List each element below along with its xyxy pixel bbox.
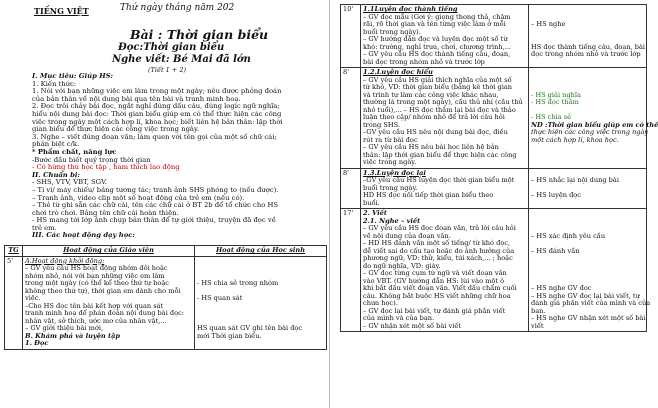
text-line: chơi trò chơi. Bảng tên chữ cái hoàn thiện.	[32, 208, 179, 217]
text-line: - HS chia sẻ	[531, 113, 572, 121]
teacher-cell	[361, 209, 529, 332]
writing-title: Nghe viết: Bé Mai đã lớn	[112, 54, 251, 65]
text-line: – HS đánh vần	[531, 246, 580, 255]
text-line	[531, 77, 644, 85]
reading-title: Đọc:Thời gian biểu	[118, 42, 225, 53]
lesson-title: Bài : Thời gian biểu	[130, 27, 269, 42]
text-line: gian biểu để thực hiện các công việc trong ngày.	[32, 125, 200, 134]
text-line: 1.2.Luyện đọc hiểu	[363, 68, 433, 76]
teacher-cell	[361, 68, 529, 169]
text-line: dễ viết sai do cấu tạo hoặc do ảnh hưởng của	[363, 246, 515, 255]
student-cell	[195, 256, 327, 349]
time-cell: 8'	[341, 68, 361, 169]
activity-table-left	[4, 245, 327, 350]
text-line: – HS nhắc lại nội dung bài	[531, 176, 619, 184]
text-line	[531, 263, 644, 271]
text-line: một cách hợp lí, khoa học.	[531, 135, 619, 144]
table-row	[5, 256, 327, 349]
text-line: - HS giải nghĩa	[531, 90, 581, 99]
text-line: phân biệt c/k.	[32, 140, 80, 149]
text-line: nhóm nhỏ, nói với bạn những việc em làm	[25, 271, 165, 280]
text-line: luận theo cặp/ nhóm nhỏ để trả lời câu hỏi	[363, 113, 505, 121]
text-line	[531, 218, 644, 226]
text-line: – GV đọc từng cụm từ ngữ và viết đoạn văn	[363, 269, 507, 277]
teacher-cell	[361, 5, 529, 68]
text-line: viết	[531, 321, 544, 330]
text-line: - SHS, VTV, VBT, SGV.	[32, 178, 107, 187]
text-line: từ khó, VD: thời gian biểu (bảng kê thời gian	[363, 83, 513, 91]
text-line: rút ra từ bài đọc	[363, 135, 418, 144]
text-line: – HS luyện đọc	[531, 191, 581, 199]
date-line: Thứ ngày tháng năm 202	[120, 3, 235, 13]
text-line: nhân vật, sở thích, ước mơ của nhân vật,...	[25, 316, 167, 325]
student-cell	[529, 68, 658, 169]
text-line: – HS nghe GV đọc lại bài viết, tự	[531, 291, 640, 300]
student-cell	[529, 168, 647, 209]
table-header-row	[5, 246, 327, 257]
text-line	[197, 258, 324, 266]
text-line	[531, 69, 644, 77]
header-teacher: Hoạt động của Giáo viên	[23, 246, 195, 257]
text-line: - Có hứng thú học tập , ham thích lao động	[32, 163, 180, 172]
text-line: buổi trong ngày).	[363, 27, 421, 36]
text-line: trong SHS.	[363, 120, 400, 129]
text-line: - HS đọc thầm	[531, 98, 579, 106]
text-line: III. Các hoạt động dạy học:	[32, 231, 135, 240]
text-line: – HS nghe	[531, 20, 566, 28]
text-line: thân: lập thời gian biểu để thực hiện các công	[363, 150, 517, 159]
text-line: – HS nghe GV nhận xét một số bài	[531, 314, 646, 322]
time-cell: 17'	[341, 209, 361, 332]
text-line: bài đọc trong nhóm nhỏ và trước lớp	[363, 57, 485, 66]
activity-table-right	[340, 4, 658, 332]
text-line: – GV yêu cầu HS nêu bài học liên hệ bản	[363, 143, 499, 151]
text-line: thực hiện các công việc trong ngày	[531, 128, 649, 136]
text-line: -Bước đầu biết quý trọng thời gian	[32, 155, 151, 164]
text-line: ND :Thời gian biểu giúp em có thể	[531, 120, 658, 129]
text-line: - HS mang tới lớp ảnh chụp bản thân để tự giới thiệu, truyện đã đọc về	[32, 216, 276, 225]
teacher-cell	[361, 168, 529, 209]
time-cell: 8'	[341, 168, 361, 209]
text-line: 1.3.Luyện đọc lại	[363, 168, 426, 177]
text-line: và trình tự làm các công việc khác nhau,	[363, 90, 499, 99]
table-row	[341, 209, 647, 332]
periods-label: (Tiết 1 + 2)	[148, 66, 187, 74]
text-line: chưa học).	[363, 299, 398, 307]
text-line: – GV yêu cầu HS hoạt động nhóm đôi hoặc	[25, 264, 168, 272]
text-line: đọc trong nhóm nhỏ và trước lớp	[531, 50, 641, 58]
text-line: do ngữ nghĩa, VD: giày.	[363, 261, 441, 270]
text-line: nhỏ tuổi),... – HS đọc thầm lại bài đọc và thảo	[363, 105, 516, 114]
text-line: khó: trường, nghỉ trưa, chơi, chương trình,...	[363, 42, 512, 51]
text-line: câu. Không bắt buộc HS viết những chữ hoa	[363, 291, 511, 300]
text-line: HS đọc thành tiếng câu, đoạn, bài	[531, 42, 646, 51]
text-line: II. Chuẩn bị:	[32, 170, 80, 179]
text-line: A.Hoạt động khởi động:	[25, 256, 105, 265]
time-cell: 10'	[341, 5, 361, 68]
text-line	[197, 303, 324, 311]
text-line: –Cho HS đọc tên bài kết hợp với quan sát	[25, 301, 164, 310]
text-line	[197, 265, 324, 273]
text-line: của mình và của bạn.	[363, 314, 435, 322]
text-line: tranh minh hoạ để phán đoán nội dung bài đọc:	[25, 309, 185, 317]
text-line: 1. Kiến thức:	[32, 79, 77, 88]
right-page	[332, 0, 658, 408]
text-line: HD HS đọc nối tiếp thời gian biểu theo	[363, 191, 494, 199]
text-line: bạn.	[531, 306, 546, 315]
text-line	[531, 6, 644, 14]
text-line: – GV giới thiệu bài mới,	[25, 324, 104, 332]
text-line: trẻ em.	[32, 223, 57, 232]
text-line: hiểu nội dung bài đọc: Thời gian biểu giúp em có thể thực hiện các công	[32, 109, 282, 118]
text-line: 2. Đọc trôi chảy bài đọc, ngắt nghỉ đúng dấu câu, đúng logic ngữ nghĩa;	[32, 102, 280, 111]
lesson-body	[32, 73, 324, 240]
text-line: buổi.	[363, 198, 380, 207]
student-cell	[529, 209, 651, 332]
time-cell: 5'	[5, 256, 23, 349]
text-line: HS quan sát GV ghi tên bài đọc	[197, 324, 303, 332]
text-line: 1.1Luyện đọc thành tiếng	[363, 5, 458, 13]
text-line: – GV yêu cầu HS giải thích nghĩa của một số	[363, 75, 512, 84]
text-line: – GV đọc mẫu (Gợi ý: giọng thong thả, chậm	[363, 12, 511, 21]
text-line: – HD HS đánh vần một số tiếng/ từ khó đọc,	[363, 239, 511, 247]
text-line	[531, 29, 644, 37]
text-line: 3. Nghe – viết đúng đoạn văn; làm quen với tên gọi của một số chữ cái;	[32, 132, 277, 141]
text-line: –GV yêu cầu HS nêu nội dung bài đọc, điều	[363, 128, 508, 136]
header-time: TG	[5, 246, 23, 257]
text-line	[531, 255, 644, 263]
text-line: – GV yêu cầu HS đọc thành tiếng câu, đoạn,	[363, 50, 511, 58]
text-line: 1. Nói với bạn những việc em làm trong một ngày; nêu được phỏng đoán	[32, 87, 282, 96]
text-line: – GV đọc lại bài viết, tự đánh giá phần viết	[363, 306, 506, 315]
table-row	[341, 5, 647, 68]
text-line: phương ngữ, VD: thử, kiểu, túi xách,... ; hoặc	[363, 254, 513, 262]
text-line: – GV yêu cầu HS đọc đoạn văn, trả lời câu hỏi	[363, 224, 516, 232]
text-line: trong một ngày (có thể kể theo thứ tự hoặc	[25, 279, 169, 287]
text-line: không theo thứ tự), thời gian em dành cho mỗi	[25, 286, 181, 295]
text-line: * Phẩm chất, năng lực	[32, 147, 117, 156]
text-line: - HS quan sát	[197, 294, 243, 302]
student-cell	[529, 5, 647, 68]
text-line: đánh giá phần viết của mình và của	[531, 299, 651, 307]
text-line: 1. Đọc	[25, 339, 49, 347]
text-line: – Thẻ từ ghi sẵn các chữ cái, tên các chữ cái ở BT 2b để tổ chức cho HS	[32, 201, 279, 210]
text-line: - HS chia sẻ trong nhóm	[197, 279, 279, 287]
text-line	[531, 270, 644, 278]
text-line: I. Mục tiêu: Giúp HS:	[32, 72, 114, 80]
text-line: thường là trong một ngày), cầu thủ nhí (cầu thủ	[363, 98, 523, 106]
subject-heading: TIẾNG VIỆT	[34, 6, 89, 16]
text-line: – GV nhận xét một số bài viết	[363, 321, 462, 330]
text-line: – HS xác định yêu cầu	[531, 231, 606, 240]
text-line: việc trong ngày một cách hợp lí, khoa học; biết liên hệ bản thân: lập thời	[32, 117, 283, 126]
text-line: về nội dung của đoạn văn.	[363, 231, 451, 240]
text-line: buổi trong ngày.	[363, 183, 418, 192]
text-line: việc trong ngày.	[363, 158, 417, 166]
text-line: –GV yêu cầu HS luyện đọc thời gian biểu một	[363, 176, 515, 184]
text-line: – HS nghe GV đọc	[531, 284, 592, 292]
text-line: của bản thân về nội dung bài qua tên bài và tranh minh hoạ.	[32, 94, 241, 103]
table-row	[341, 68, 647, 169]
text-line: 2.1. Nghe – viết	[363, 216, 421, 225]
teacher-cell	[23, 256, 195, 349]
header-student: Hoạt động của Học sinh	[195, 246, 327, 257]
text-line	[197, 310, 324, 318]
text-line: – Tranh ảnh, video clip một số hoạt động của trẻ em (nếu có).	[32, 193, 245, 202]
text-line: khi bắt đầu viết đoạn văn. Viết dấu chấm cuối	[363, 284, 517, 292]
text-line: việc.	[25, 294, 41, 302]
text-line: – Ti vi/ máy chiếu/ bảng tương tác; tranh ảnh SHS phóng to (nếu được).	[32, 185, 279, 194]
text-line: – GV hướng dẫn đọc và luyện đọc một số từ	[363, 35, 508, 43]
text-line: 2. Viết	[363, 209, 387, 217]
text-line: vào VBT. (GV hướng dẫn HS: lùi vào một ô	[363, 276, 505, 285]
text-line: mới Thời gian biểu.	[197, 331, 262, 340]
text-line	[531, 210, 644, 218]
text-line: rãi, rõ thời gian và tên từng việc làm ở mỗi	[363, 20, 506, 28]
table-row	[341, 168, 647, 209]
text-line: B. Khám phá và luyện tập	[25, 331, 120, 340]
